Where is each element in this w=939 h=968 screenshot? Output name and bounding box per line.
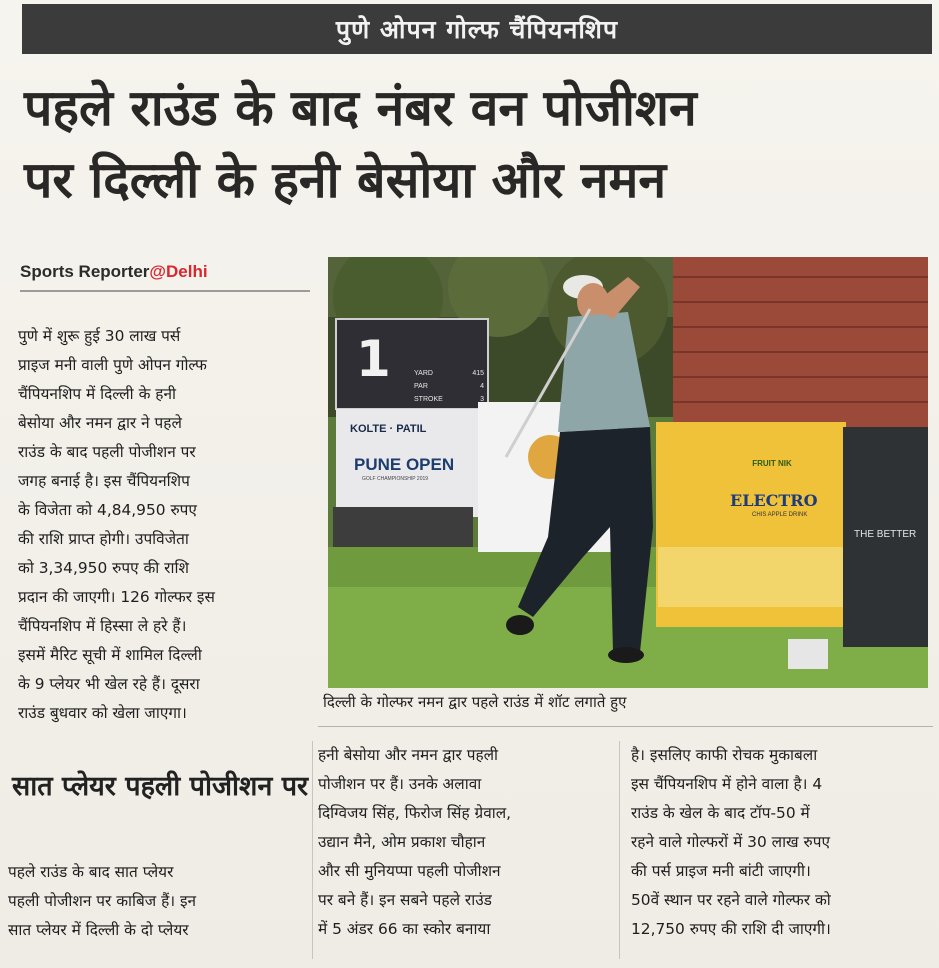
col1-line: राउंड के बाद पहली पोजीशन पर bbox=[18, 443, 196, 461]
article-column-3 bbox=[631, 741, 927, 944]
col3-line: 50वें स्थान पर रहने वाले गोल्फर को bbox=[631, 891, 831, 909]
yard-value: 415 bbox=[472, 370, 484, 377]
col1-line: जगह बनाई है। इस चैंपियनशिप bbox=[18, 472, 190, 490]
sponsor-banner-text: KOLTE · PATIL bbox=[350, 423, 427, 435]
article-column-2 bbox=[318, 741, 610, 944]
par-value: 4 bbox=[480, 383, 484, 390]
fruit-brand-text: FRUIT NIK bbox=[752, 459, 792, 468]
column-divider bbox=[312, 741, 313, 959]
col1-line: चैंपियनशिप में हिस्सा ले हरे हैं। bbox=[18, 617, 187, 635]
col2-line: पर बने हैं। इन सबने पहले राउंड bbox=[318, 891, 492, 909]
col2-line: हनी बेसोया और नमन द्वार पहली bbox=[318, 746, 499, 764]
event-banner-text: PUNE OPEN bbox=[354, 455, 455, 474]
col1-line: को 3,34,950 रुपए की राशि bbox=[18, 559, 189, 577]
scoreboard-details bbox=[414, 367, 484, 406]
col3-line: रहने वाले गोल्फरों में 30 लाख रुपए bbox=[631, 833, 830, 851]
byline-city: @Delhi bbox=[149, 262, 208, 281]
event-banner-subtext: GOLF CHAMPIONSHIP 2019 bbox=[362, 476, 429, 482]
col2-line: में 5 अंडर 66 का स्कोर बनाया bbox=[318, 920, 491, 938]
par-label: PAR bbox=[414, 383, 428, 390]
yard-label: YARD bbox=[414, 370, 433, 377]
col3-line: 12,750 रुपए की राशि दी जाएगी। bbox=[631, 920, 831, 938]
scoreboard-hole-number: 1 bbox=[356, 330, 391, 388]
col1b-line: पहले राउंड के बाद सात प्लेयर bbox=[8, 863, 174, 881]
col1-line: इसमें मैरिट सूची में शामिल दिल्ली bbox=[18, 646, 202, 664]
col3-line: है। इसलिए काफी रोचक मुकाबला bbox=[631, 746, 818, 764]
col3-line: राउंड के खेल के बाद टॉप-50 में bbox=[631, 804, 810, 822]
stroke-label: STROKE bbox=[414, 396, 443, 403]
col3-line: की पर्स प्राइज मनी बांटी जाएगी। bbox=[631, 862, 811, 880]
col3-line: इस चैंपियनशिप में होने वाला है। 4 bbox=[631, 775, 823, 793]
photo-caption: दिल्ली के गोल्फर नमन द्वार पहले राउंड में शॉट लगाते हुए bbox=[323, 693, 627, 711]
section-kicker-bar bbox=[22, 4, 932, 54]
caption-divider bbox=[318, 726, 933, 727]
electro-banner-text: ELECTRO bbox=[730, 491, 818, 510]
col2-line: और सी मुनियप्पा पहली पोजीशन bbox=[318, 862, 501, 880]
subheading: सात प्लेयर पहली पोजीशन पर bbox=[12, 771, 309, 802]
article-column-1 bbox=[18, 322, 308, 728]
col2-line: दिग्विजय सिंह, फिरोज सिंह ग्रेवाल, bbox=[318, 804, 512, 822]
section-kicker: पुणे ओपन गोल्फ चैंपियनशिप bbox=[335, 15, 619, 44]
the-better-text: THE BETTER bbox=[854, 529, 917, 540]
electro-banner-subtext: CHIS APPLE DRINK bbox=[752, 512, 808, 518]
col1-line: चैंपियनशिप में दिल्ली के हनी bbox=[18, 385, 176, 403]
col1b-line: सात प्लेयर में दिल्ली के दो प्लेयर bbox=[8, 921, 189, 939]
golfer-photo bbox=[328, 257, 928, 688]
col1-line: के 9 प्लेयर भी खेल रहे हैं। दूसरा bbox=[18, 675, 200, 693]
col1-line: पुणे में शुरू हुई 30 लाख पर्स bbox=[18, 327, 181, 345]
byline-divider bbox=[20, 290, 310, 292]
col1b-line: पहली पोजीशन पर काबिज हैं। इन bbox=[8, 892, 197, 910]
article-column-1-continued bbox=[8, 858, 308, 945]
col1-line: बेसोया और नमन द्वार ने पहले bbox=[18, 414, 182, 432]
byline bbox=[20, 262, 208, 282]
col1-line: प्राइज मनी वाली पुणे ओपन गोल्फ bbox=[18, 356, 207, 374]
headline-line-1: पहले राउंड के बाद नंबर वन पोजीशन bbox=[24, 78, 697, 137]
col1-line: के विजेता को 4,84,950 रुपए bbox=[18, 501, 197, 519]
headline bbox=[24, 72, 932, 216]
stroke-value: 3 bbox=[480, 396, 484, 403]
col1-line: राउंड बुधवार को खेला जाएगा। bbox=[18, 704, 187, 722]
col2-line: पोजीशन पर हैं। उनके अलावा bbox=[318, 775, 482, 793]
headline-line-2: पर दिल्ली के हनी बेसोया और नमन bbox=[24, 150, 667, 209]
byline-reporter: Sports Reporter bbox=[20, 262, 150, 281]
col2-line: उद्यान मैने, ओम प्रकाश चौहान bbox=[318, 833, 486, 851]
col1-line: की राशि प्राप्त होगी। उपविजेता bbox=[18, 530, 189, 548]
column-divider bbox=[619, 741, 620, 959]
col1-line: प्रदान की जाएगी। 126 गोल्फर इस bbox=[18, 588, 215, 606]
